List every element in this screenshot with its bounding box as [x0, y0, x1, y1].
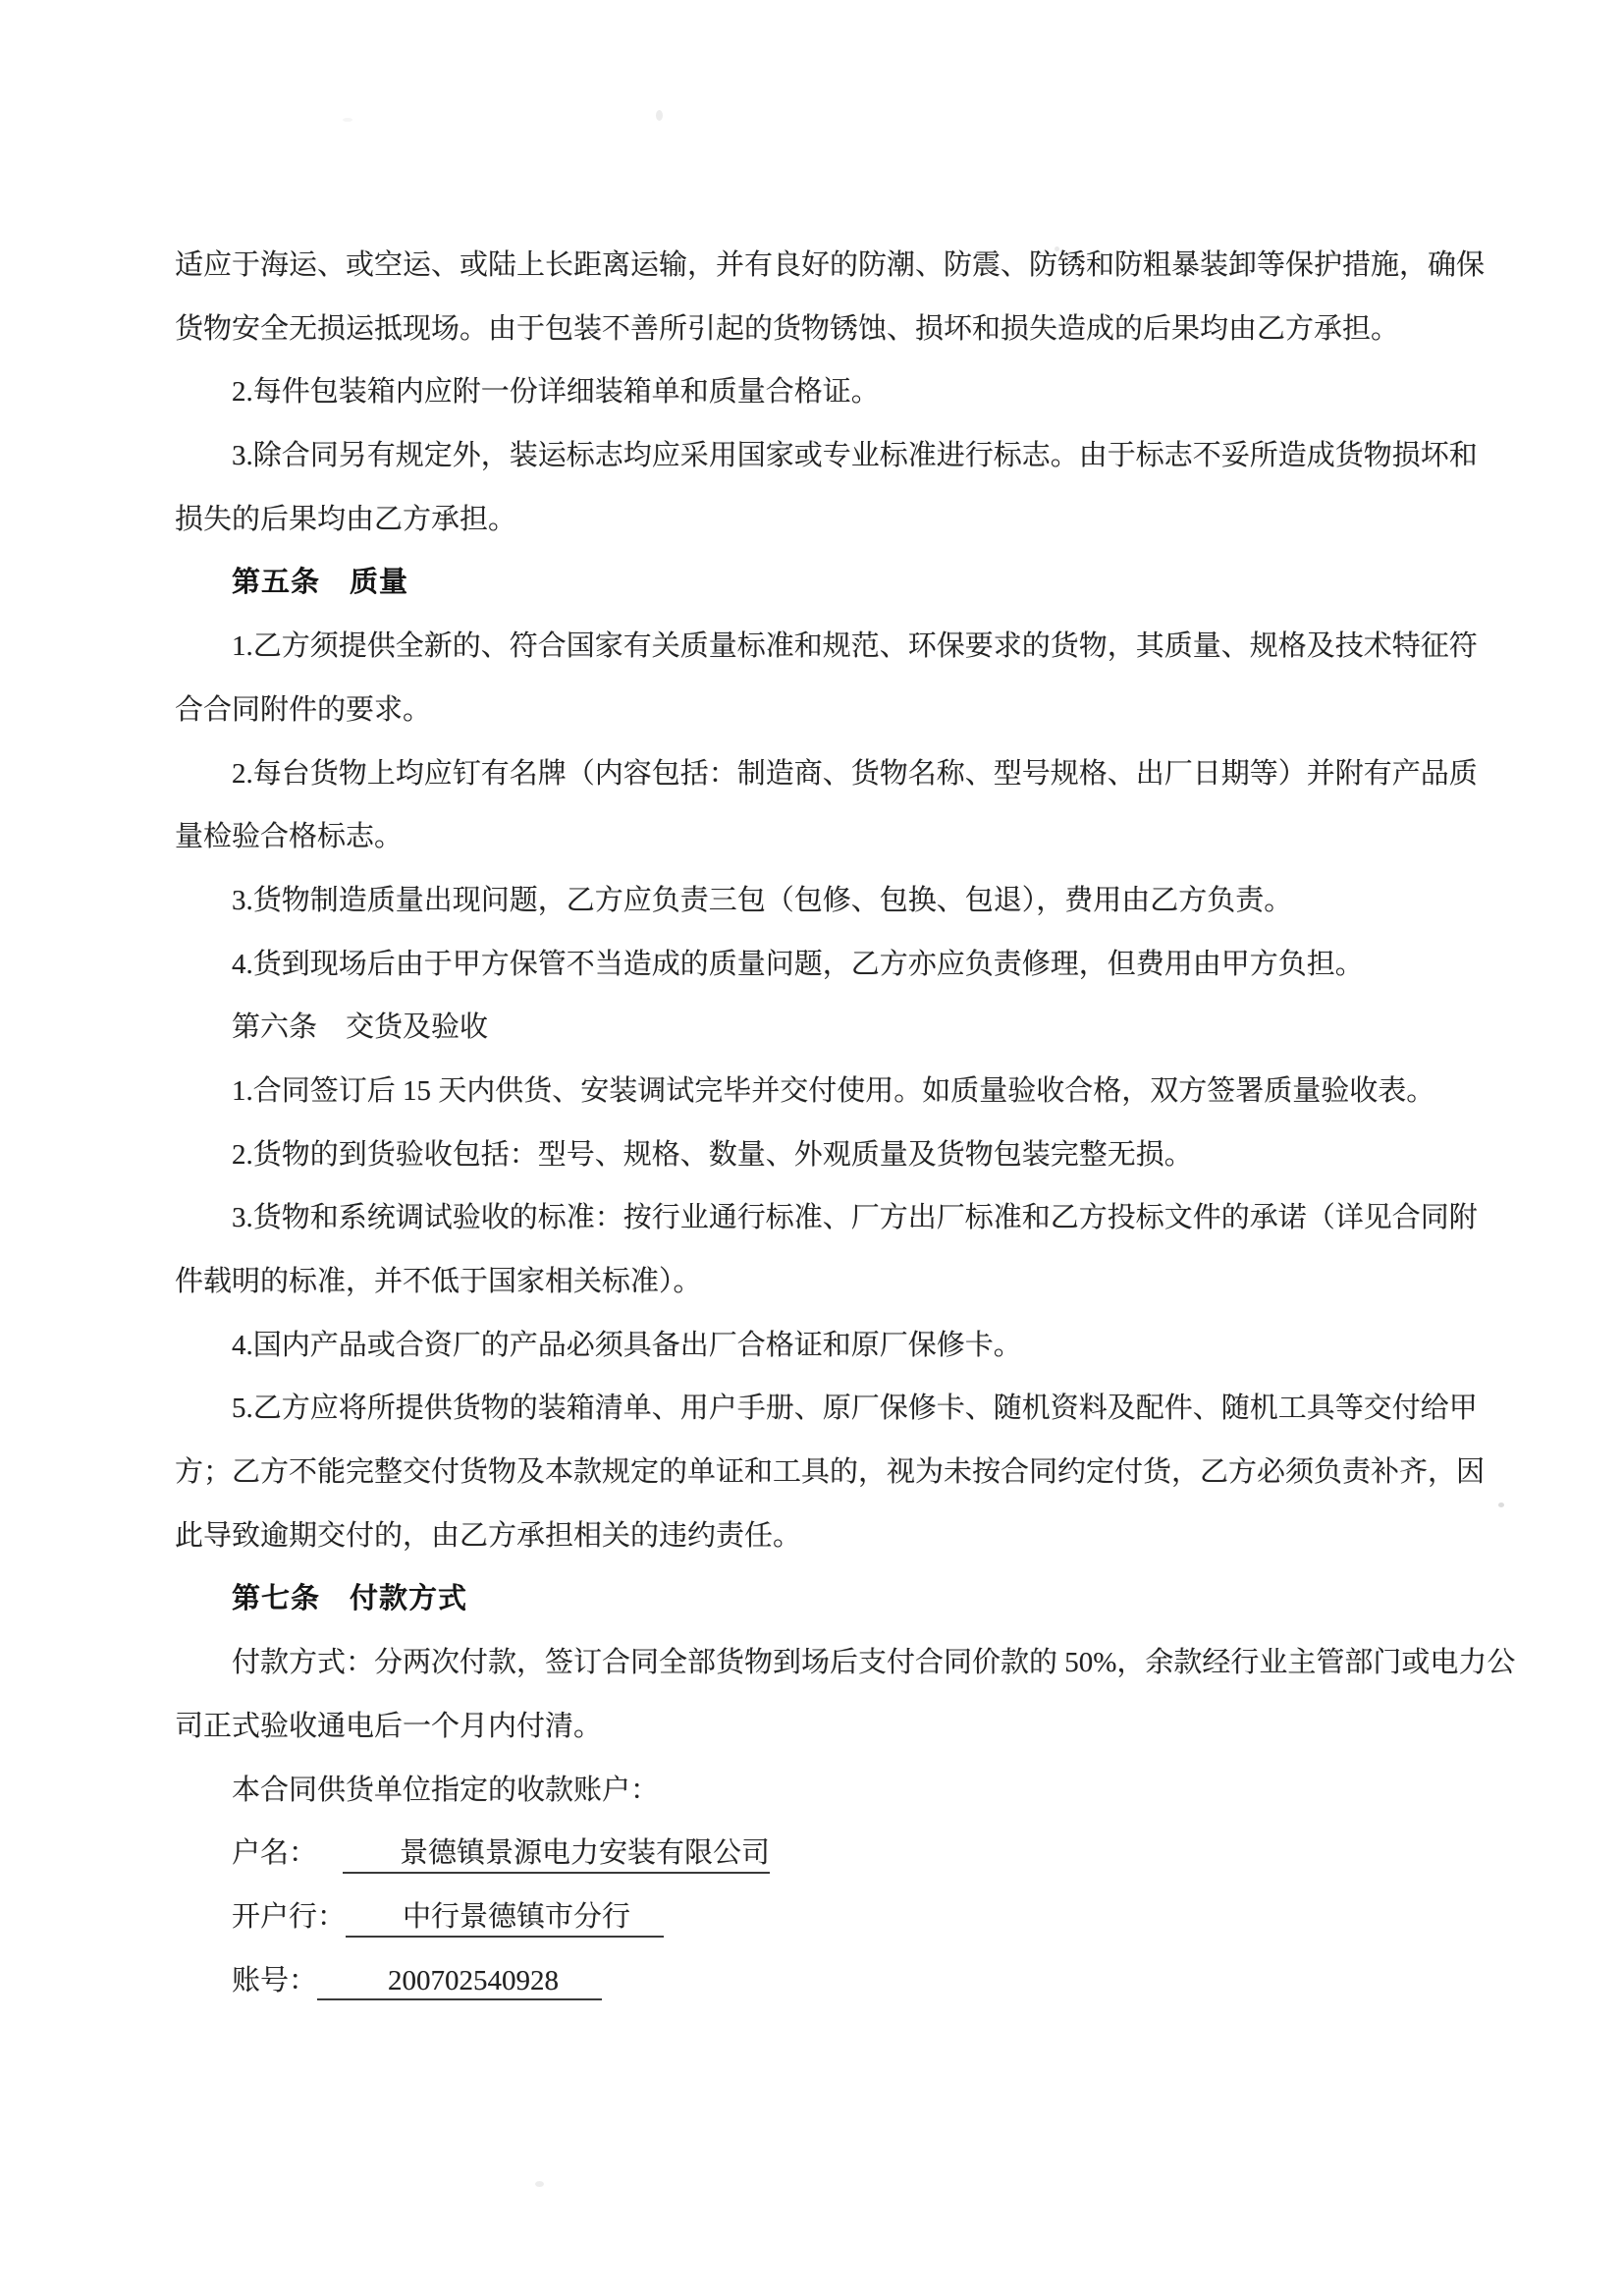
account-name-value: 景德镇景源电力安装有限公司 [343, 1831, 770, 1874]
contract-text-block [175, 234, 1516, 2012]
contract-line: 4.货到现场后由于甲方保管不当造成的质量问题，乙方亦应负责修理，但费用由甲方负担。 [232, 948, 1364, 980]
contract-line: 货物安全无损运抵现场。由于包装不善所引起的货物锈蚀、损坏和损失造成的后果均由乙方承担。 [175, 312, 1400, 345]
contract-line: 件载明的标准，并不低于国家相关标准）。 [175, 1266, 702, 1297]
contract-line: 本合同供货单位指定的收款账户： [232, 1774, 660, 1806]
scan-speck [1498, 1503, 1504, 1507]
account-number-row [175, 1949, 1490, 2013]
contract-line: 3.除合同另有规定外，装运标志均应采用国家或专业标准进行标志。由于标志不妥所造成货物损坏和 [232, 440, 1478, 472]
account-name-label: 户名： [232, 1837, 318, 1870]
contract-line: 司正式验收通电后一个月内付清。 [175, 1710, 603, 1742]
contract-line: 2.每台货物上均应钉有名牌（内容包括：制造商、货物名称、型号规格、出厂日期等）并附有产品质 [232, 757, 1478, 790]
contract-line: 付款方式：分两次付款，签订合同全部货物到场后支付合同价款的 50%，余款经行业主管部门或电力公 [232, 1647, 1516, 1679]
contract-line: 合合同附件的要求。 [175, 693, 432, 726]
account-bank-value: 中行景德镇市分行 [346, 1894, 664, 1938]
scan-speck [343, 118, 352, 122]
account-bank-label: 开户行： [232, 1900, 347, 1933]
account-name-row [175, 1822, 1490, 1886]
contract-line: 此导致逾期交付的，由乙方承担相关的违约责任。 [175, 1519, 802, 1552]
contract-line: 1.乙方须提供全新的、符合国家有关质量标准和规范、环保要求的货物，其质量、规格及技术特征符 [232, 630, 1478, 663]
account-number-value: 200702540928 [317, 1965, 602, 2000]
contract-line: 方；乙方不能完整交付货物及本款规定的单证和工具的，视为未按合同约定付货，乙方必须负责补齐，因 [175, 1456, 1486, 1489]
contract-line: 2.每件包装箱内应附一份详细装箱单和质量合格证。 [232, 376, 880, 409]
section-heading-article-7: 第七条 付款方式 [232, 1583, 468, 1615]
contract-line: 3.货物制造质量出现问题，乙方应负责三包（包修、包换、包退），费用由乙方负责。 [232, 884, 1293, 916]
contract-line: 3.货物和系统调试验收的标准：按行业通行标准、厂方出厂标准和乙方投标文件的承诺（详见合同附 [232, 1202, 1478, 1234]
account-bank-row [175, 1886, 1490, 1949]
contract-line: 量检验合格标志。 [175, 821, 404, 853]
scan-speck [656, 110, 663, 121]
contract-line: 2.货物的到货验收包括：型号、规格、数量、外观质量及货物包装完整无损。 [232, 1138, 1193, 1171]
contract-line: 4.国内产品或合资厂的产品必须具备出厂合格证和原厂保修卡。 [232, 1329, 1022, 1361]
scan-speck [535, 2181, 544, 2187]
contract-line: 1.合同签订后 15 天内供货、安装调试完毕并交付使用。如质量验收合格，双方签署质量验收表。 [232, 1074, 1435, 1107]
account-number-label: 账号： [232, 1964, 318, 1996]
contract-line: 适应于海运、或空运、或陆上长距离运输，并有良好的防潮、防震、防锈和防粗暴装卸等保护措施，确保 [175, 249, 1486, 281]
contract-line: 损失的后果均由乙方承担。 [175, 503, 517, 535]
section-heading-article-6: 第六条 交货及验收 [232, 1011, 489, 1044]
contract-line: 5.乙方应将所提供货物的装箱清单、用户手册、原厂保修卡、随机资料及配件、随机工具等交付给甲 [232, 1393, 1478, 1425]
section-heading-article-5: 第五条 质量 [232, 567, 409, 599]
